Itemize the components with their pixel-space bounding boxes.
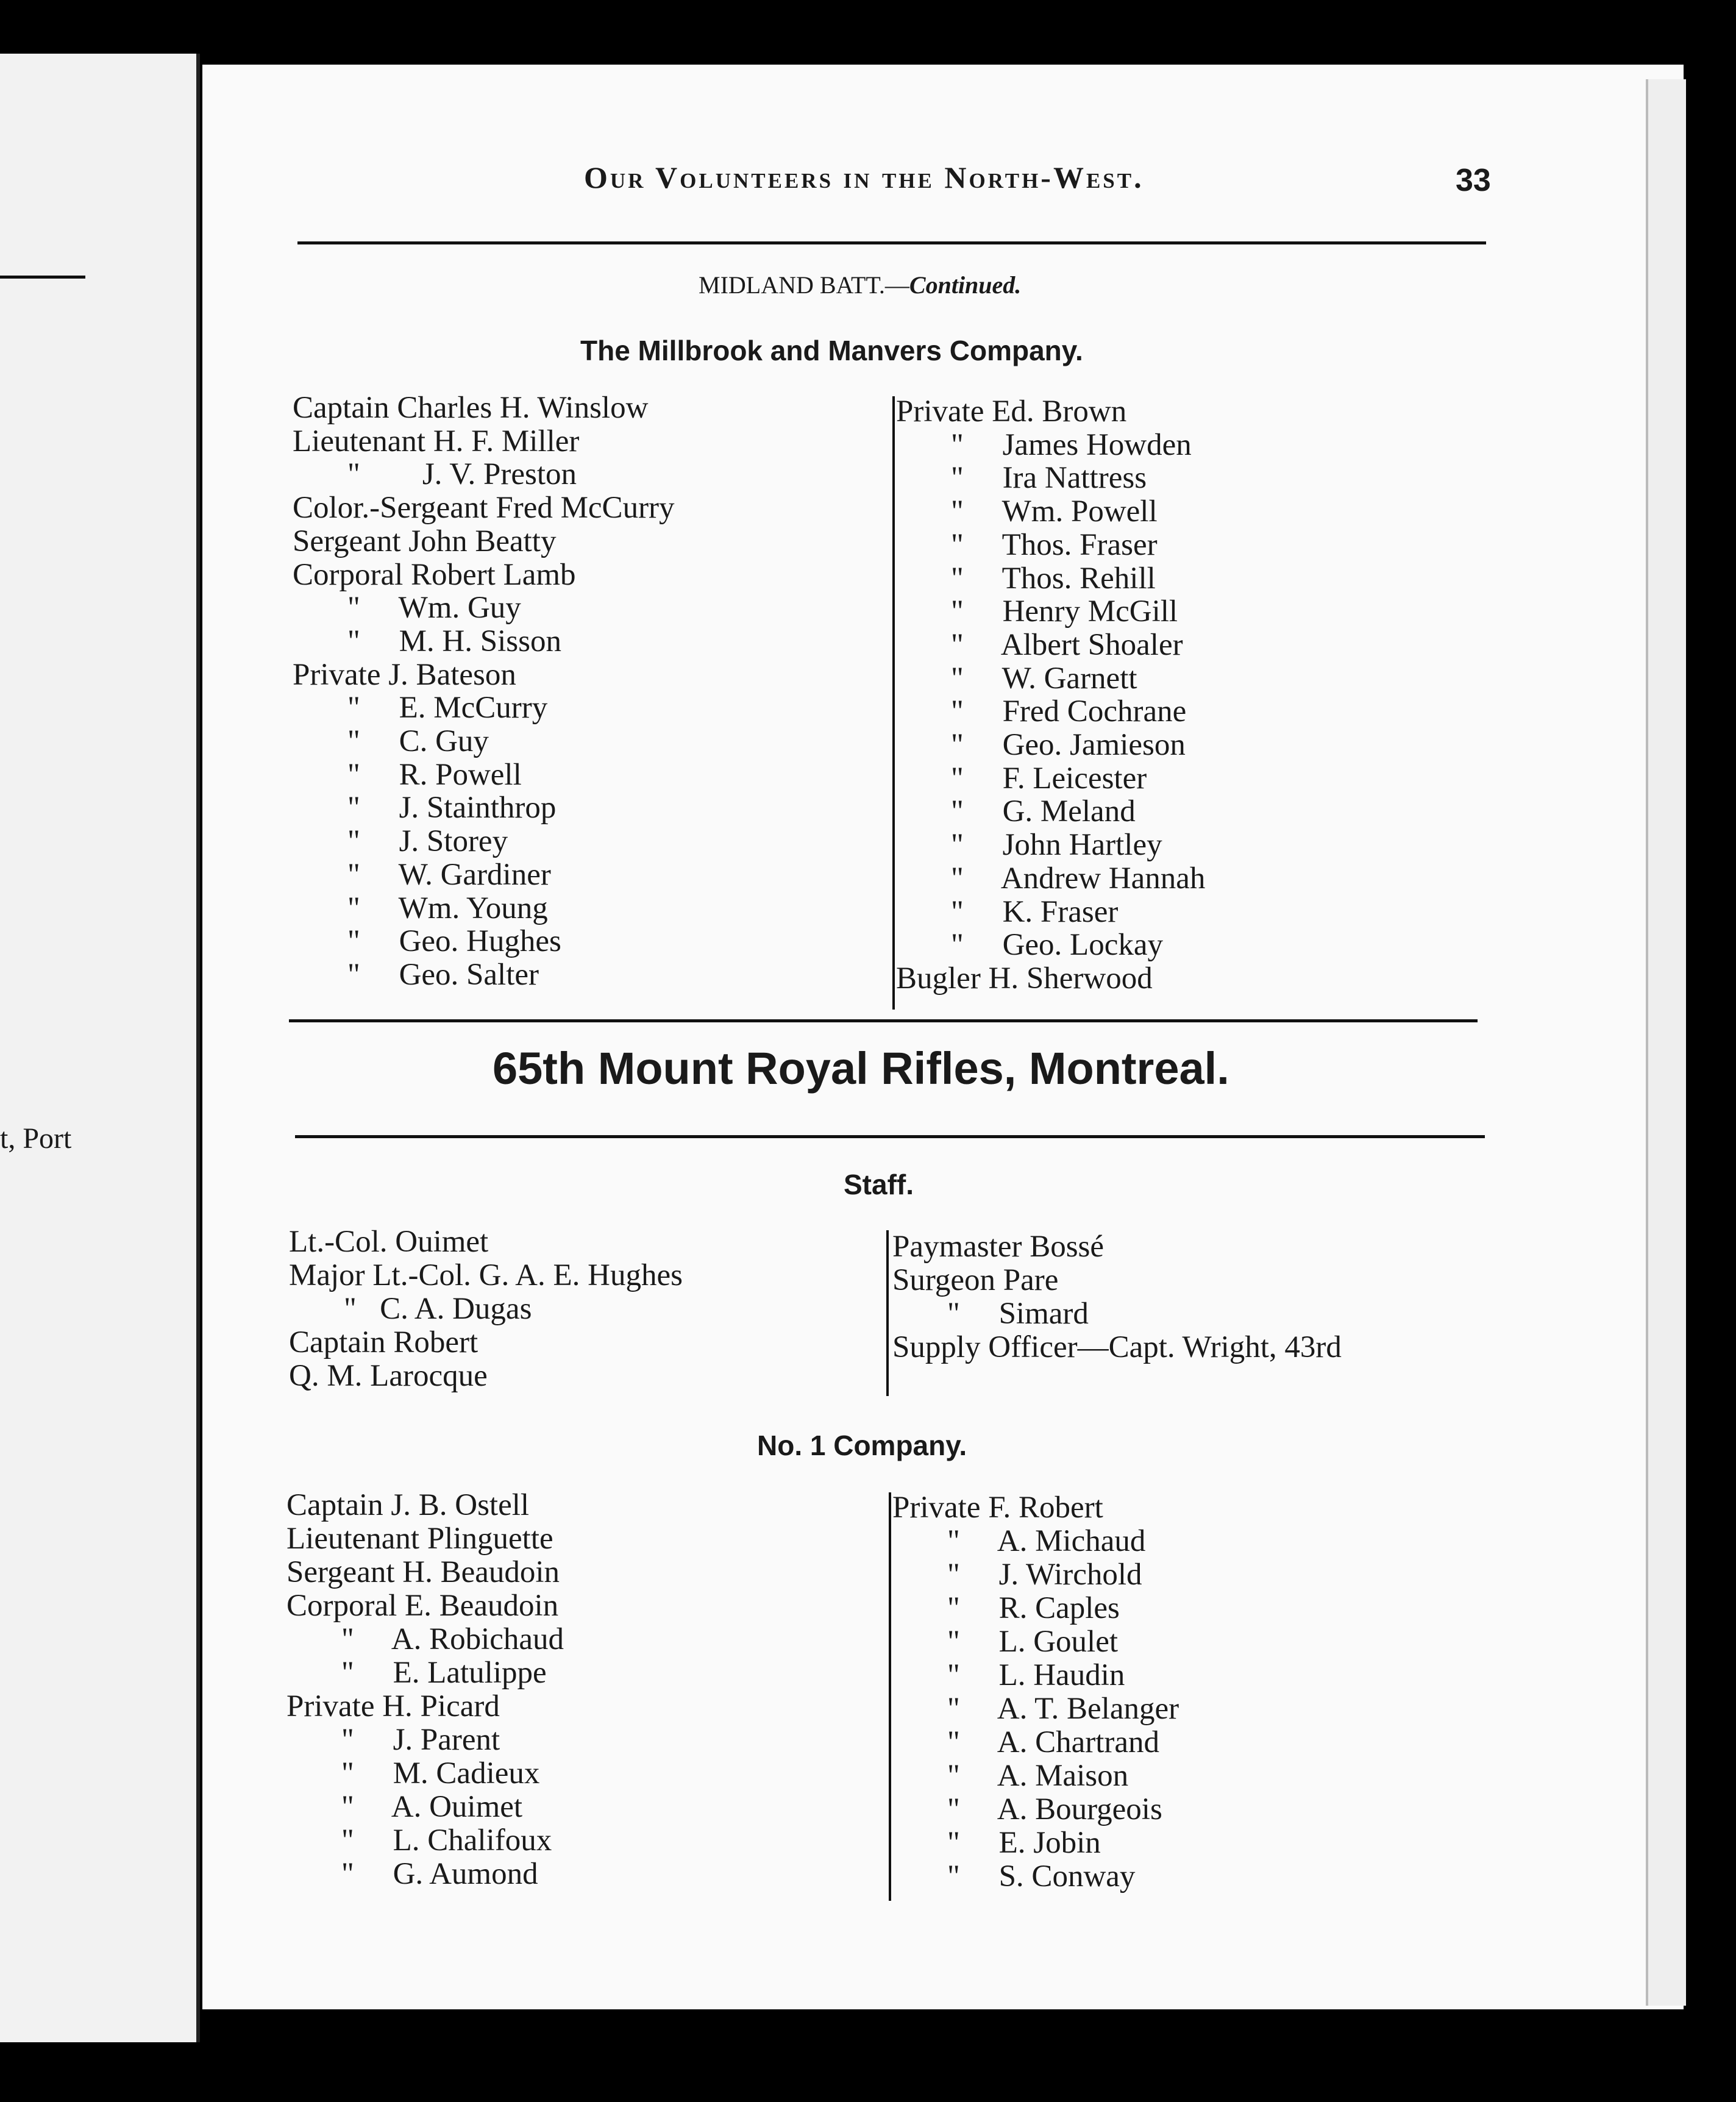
roster-entry: Sergeant John Beatty [293, 524, 557, 558]
roster-entry: " A. Robichaud [341, 1622, 564, 1656]
regiment-title: 65th Mount Royal Rifles, Montreal. [493, 1043, 1229, 1094]
roster-entry: " A. Michaud [947, 1524, 1146, 1558]
roster-entry: " J. Stainthrop [347, 791, 557, 825]
roster-entry: " E. McCurry [347, 691, 548, 725]
roster-entry: Color.-Sergeant Fred McCurry [293, 491, 675, 526]
roster-entry: Sergeant H. Beaudoin [286, 1555, 560, 1589]
roster-entry: " Wm. Young [347, 891, 548, 925]
roster-entry: Lieutenant Plinguette [286, 1522, 553, 1556]
roster-entry: Paymaster Bossé [892, 1230, 1105, 1264]
roster-entry: Surgeon Pare [892, 1263, 1059, 1297]
roster-entry: " L. Haudin [947, 1658, 1125, 1692]
continued-label: Continued. [909, 271, 1022, 299]
roster-entry: " Fred Cochrane [951, 694, 1187, 729]
roster-entry: " E. Latulippe [341, 1656, 547, 1690]
roster-entry: Corporal Robert Lamb [293, 557, 576, 592]
roster-entry: " Geo. Hughes [347, 924, 561, 959]
running-header: Our Volunteers in the North-West. [584, 160, 1144, 194]
roster-entry: " C. A. Dugas [344, 1292, 532, 1326]
roster-entry: " A. Maison [947, 1759, 1129, 1793]
roster-entry: " W. Garnett [951, 661, 1137, 696]
roster-entry: Supply Officer—Capt. Wright, 43rd [892, 1330, 1342, 1364]
roster-entry: " E. Jobin [947, 1826, 1101, 1860]
roster-entry: " R. Powell [347, 757, 522, 792]
batt-label: MIDLAND BATT.— [699, 271, 909, 299]
staff-divider [886, 1230, 889, 1396]
roster-entry: " Thos. Rehill [951, 561, 1156, 596]
roster-entry: " J. Storey [347, 824, 508, 859]
roster-entry: " R. Caples [947, 1591, 1120, 1625]
roster-entry: Private H. Picard [286, 1689, 500, 1723]
roster-entry: " A. Bourgeois [947, 1792, 1162, 1826]
roster-entry: Private Ed. Brown [896, 394, 1127, 429]
roster-entry: " M. Cadieux [341, 1756, 540, 1790]
company1-title: No. 1 Company. [757, 1430, 967, 1461]
roster-entry: " J. Parent [341, 1723, 500, 1757]
regiment-rule [295, 1135, 1485, 1138]
company-title: The Millbrook and Manvers Company. [580, 335, 1083, 366]
company1-divider [889, 1492, 891, 1901]
facing-page [0, 54, 200, 2042]
roster-entry: Lieutenant H. F. Miller [293, 424, 580, 458]
roster-entry: " Wm. Guy [347, 591, 521, 625]
roster-entry: " Thos. Fraser [951, 527, 1158, 562]
roster-entry: " C. Guy [347, 724, 489, 758]
batt-heading [699, 271, 1021, 299]
roster-entry: Lt.-Col. Ouimet [289, 1225, 489, 1259]
roster-entry: Captain Charles H. Winslow [293, 391, 649, 425]
roster-entry: " L. Goulet [947, 1625, 1119, 1659]
roster-entry: Private J. Bateson [293, 657, 516, 692]
roster-entry: " G. Meland [951, 794, 1136, 829]
roster-entry: Q. M. Larocque [289, 1359, 488, 1393]
roster-entry: " Geo. Jamieson [951, 728, 1186, 762]
roster-entry: " A. Ouimet [341, 1790, 523, 1824]
roster-entry: " James Howden [951, 427, 1192, 462]
roster-entry: Captain Robert [289, 1325, 478, 1359]
roster-entry: " G. Aumond [341, 1857, 538, 1891]
page-edge [1646, 79, 1686, 2006]
roster-entry: " Ira Nattress [951, 461, 1147, 496]
roster-entry: " L. Chalifoux [341, 1823, 552, 1858]
roster-entry: " Simard [947, 1297, 1089, 1331]
staff-title: Staff. [844, 1169, 914, 1200]
column-divider [892, 396, 895, 1010]
roster-entry: " J. V. Preston [347, 457, 577, 492]
roster-entry: " Geo. Salter [347, 957, 539, 992]
facing-page-fragment: t, Port [0, 1122, 72, 1155]
roster-entry: " F. Leicester [951, 761, 1147, 796]
roster-entry: " Andrew Hannah [951, 861, 1206, 896]
roster-entry: " K. Fraser [951, 894, 1119, 929]
roster-entry: " S. Conway [947, 1859, 1136, 1894]
roster-entry: " Geo. Lockay [951, 928, 1163, 963]
roster-entry: Major Lt.-Col. G. A. E. Hughes [289, 1258, 683, 1292]
roster-entry: " Albert Shoaler [951, 627, 1183, 662]
roster-entry: Private F. Robert [892, 1491, 1103, 1525]
roster-entry: Bugler H. Sherwood [896, 961, 1153, 996]
roster-entry: " J. Wirchold [947, 1558, 1142, 1592]
roster-entry: Corporal E. Beaudoin [286, 1589, 559, 1623]
roster-entry: " John Hartley [951, 828, 1162, 863]
facing-page-rule [0, 276, 85, 279]
page-number: 33 [1456, 163, 1491, 198]
roster-entry: " Wm. Powell [951, 494, 1158, 529]
roster-entry: Captain J. B. Ostell [286, 1488, 530, 1522]
roster-entry: " M. H. Sisson [347, 624, 561, 658]
roster-entry: " Henry McGill [951, 594, 1178, 629]
header-rule [297, 241, 1486, 244]
roster-entry: " W. Gardiner [347, 857, 551, 892]
roster-entry: " A. T. Belanger [947, 1692, 1179, 1726]
section-rule [289, 1019, 1478, 1022]
roster-entry: " A. Chartrand [947, 1725, 1160, 1759]
